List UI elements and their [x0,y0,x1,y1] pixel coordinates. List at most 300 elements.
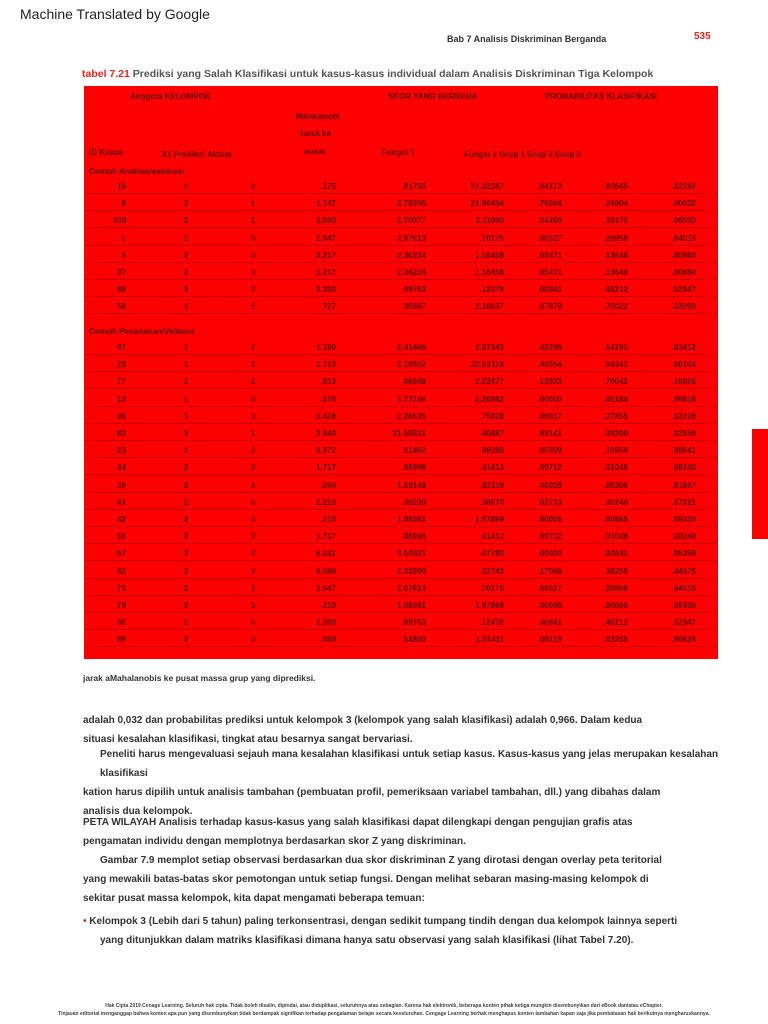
cell-actual: 2 [183,618,189,628]
cell-prob-group-2: .04641 [603,549,628,559]
cell-function-2: 1.97869 [475,601,504,610]
cell-actual: 2 [183,549,189,559]
paragraph-3-line: pengamatan individu dengan memplotnya berdasarkan skor Z yang diskriminan. [83,836,466,847]
cell-function-1: 2.41466 [397,343,426,352]
row-divider [84,543,718,544]
cell-mahalanobis: .694 [320,480,336,490]
cell-prob-group-3: .02659 [671,429,696,438]
cell-actual: 2 [183,268,189,277]
cell-prob-group-2: .38259 [603,566,628,576]
cell-prob-group-2: .13646 [603,268,628,277]
cell-prob-group-3: .06550 [671,216,696,226]
side-tab-marker [752,429,768,539]
cell-prob-group-2: .13646 [603,250,628,260]
cell-function-1: .99763 [401,618,426,628]
cell-actual: 2 [183,497,189,507]
cell-mahalanobis: .210 [320,601,336,610]
cell-function-2: 1.16458 [475,268,504,277]
cell-predicted: 3 [250,446,256,456]
cell-case-id: 23 [117,446,126,456]
cell-function-1: .06668 [401,377,426,387]
row-divider [84,262,718,263]
cell-prob-group-1: .75064 [537,199,562,209]
cell-case-id: 88 [117,285,126,295]
cell-actual: 2 [183,233,189,243]
cell-actual: 1 [183,343,189,352]
cell-function-2: 2.16637 [475,302,504,312]
cell-function-2: 1.16458 [475,250,504,260]
cell-function-2: 21.96454 [470,199,504,209]
cell-prob-group-3: .52947 [671,285,696,295]
cell-mahalanobis: .813 [320,377,336,387]
cell-function-1: 1.08081 [397,601,426,610]
cell-prob-group-1: .00712 [537,463,562,473]
table-caption-title: Prediksi yang Salah Klasifikasi untuk kasus-kasus individual dalam Analisis Diskriminan Tiga Kelompok [132,68,654,80]
cell-predicted: 3 [250,250,256,260]
cell-prob-group-1: .00006 [537,515,562,524]
cell-predicted: 2 [250,343,256,352]
cell-function-2: 21.32387 [470,182,504,191]
cell-actual: 1 [183,182,189,191]
header-x1: X1 Prediksi Aktual [162,150,232,159]
cell-mahalanobis: 2.947 [315,233,336,243]
cell-function-2: .12476 [479,618,504,628]
cell-prob-group-3: .99330 [671,601,696,610]
cell-function-1: 1.08081 [397,515,426,524]
cell-actual: 1 [183,411,189,421]
header-mahal-2: Jarak ke [299,129,332,138]
paragraph-4-line: Gambar 7.9 memplot setiap observasi berdasarkan dua skor diskriminan Z yang dirotasi dengan overlay peta teritorial [100,855,662,866]
cell-prob-group-2: .00184 [603,394,628,404]
header-classification-probability: PROBABILITAS KLASIFIKASI [545,92,657,101]
cell-prob-group-2: .28958 [603,583,628,593]
bullet-marker: • [83,916,87,927]
misclassification-table [84,86,718,659]
cell-mahalanobis: .689 [320,635,336,645]
cell-mahalanobis: 3.217 [315,250,336,260]
cell-case-id: 37 [117,268,126,277]
cell-function-2: .82119 [479,480,504,490]
cell-prob-group-1: .40554 [537,360,562,370]
footer-copyright-1: Hak Cipta 2019 Cenage Learning. Seluruh hak cipta. Tidak boleh disalin, dipindai, atau diduplikasi, seluruhnya atau sebagian. Karena hak elektronik, beberapa konten pihak ketiga mungkin disembunyikan dari eBook dan/atau eChapter. [105,1003,663,1009]
cell-prob-group-3: .99816 [671,394,696,404]
cell-actual: 2 [183,601,189,610]
cell-mahalanobis: 3.217 [315,268,336,277]
cell-prob-group-1: .13933 [537,377,562,387]
cell-prob-group-1: .04173 [537,182,562,191]
row-divider [84,578,718,579]
cell-case-id: 97 [117,343,126,352]
cell-prob-group-1: .05471 [537,250,562,260]
section-holdout-sample: Contoh Penahanan/Validasi [89,327,194,336]
cell-prob-group-1: .05471 [537,268,562,277]
cell-mahalanobis: .175 [320,182,336,191]
header-mahal-3: pusat [304,147,326,156]
cell-prob-group-2: .31048 [603,463,628,473]
cell-prob-group-3: .52947 [671,618,696,628]
paragraph-2-line: Peneliti harus mengevaluasi sejauh mana kesalahan klasifikasi untuk setiap kasus. Kasus-kasus yang jelas merupakan kesalahan klasifikasi [100,749,719,779]
cell-predicted: 3 [250,411,256,421]
cell-actual: 2 [183,285,189,295]
cell-prob-group-2: .70042 [603,377,628,387]
cell-prob-group-3: .68240 [671,463,696,473]
cell-prob-group-2: .08306 [603,480,628,490]
cell-prob-group-3: .64515 [671,233,696,243]
cell-function-2: 2.57343 [475,343,504,352]
header-function-2-groups: Fungsi 2 Grup 1 Grup 2 Grup 3 [464,150,581,159]
bullet-line [83,912,677,931]
cell-predicted: 2 [250,302,256,312]
cell-function-1: 2.36224 [397,268,426,277]
cell-prob-group-2: .39170 [603,216,628,226]
table-footnote: jarak aMahalanobis ke pusat massa grup yang diprediksi. [83,673,316,683]
cell-case-id: 8 [121,199,126,209]
footer-copyright-2: Tinjauan editorial menganggap bahwa konten apa pun yang disembunyikan tidak berdampak signifikan terhadap pengalaman belajar secara keseluruhan. Cengage Learning berhak menghapus konten tambahan kapan saja jika pembatasan hak berikutnya mengharuskannya. [58,1011,710,1017]
cell-prob-group-3: .67021 [671,497,696,507]
cell-case-id: 13 [117,394,126,404]
paragraph-3-line: PETA WILAYAH Analisis terhadap kasus-kasus yang salah klasifikasi dapat dilengkapi dengan pengujian grafis atas [83,817,633,828]
cell-function-1: 2.32890 [397,566,426,576]
cell-case-id: 10 [117,182,126,191]
cell-case-id: 5 [121,250,126,260]
row-divider [84,227,718,228]
cell-actual: 1 [183,394,189,404]
cell-function-1: 21.58531 [392,429,426,438]
cell-predicted: 3 [250,515,256,524]
row-divider [84,210,718,211]
header-function-1: Fungsi 1 [382,148,415,157]
cell-mahalanobis: 2.947 [315,583,336,593]
row-divider [84,560,718,561]
cell-function-2: .75928 [479,411,504,421]
cell-prob-group-1: .06527 [537,233,562,243]
cell-mahalanobis: 2.820 [315,216,336,226]
table-caption-label: tabel 7.21 [82,68,130,80]
cell-case-id: 78 [117,601,126,610]
cell-prob-group-1: .00399 [537,446,562,456]
cell-function-1: .61462 [401,446,426,456]
cell-predicted: 3 [250,463,256,473]
row-divider [84,371,718,372]
cell-predicted: 3 [250,601,256,610]
cell-predicted: 3 [250,618,256,628]
cell-prob-group-3: .88641 [671,446,696,456]
cell-function-2: .41413 [479,463,504,473]
row-divider [84,595,718,596]
cell-mahalanobis: 1.717 [315,532,336,542]
cell-case-id: 55 [117,532,126,542]
cell-actual: 2 [183,216,189,226]
header-discriminant-scores: SKOR YANG BERBEDA [388,92,478,101]
cell-prob-group-2: .93645 [603,182,628,191]
cell-prob-group-1: .02733 [537,497,562,507]
cell-prob-group-2: .08200 [603,429,628,438]
cell-function-2: 2.22477 [475,377,504,387]
cell-prob-group-3: .95359 [671,549,696,559]
cell-prob-group-2: .54291 [603,343,628,352]
cell-predicted: 3 [250,583,256,593]
cell-predicted: 1 [250,429,256,438]
cell-prob-group-1: .00028 [537,480,562,490]
cell-mahalanobis: 1.747 [315,199,336,209]
page-number: 535 [694,31,711,42]
cell-predicted: 3 [250,394,256,404]
paragraph-2-line: analisis dua kelompok. [83,806,193,817]
paragraph-4-line: sekitar pusat massa kelompok, kita dapat mengamati beberapa temuan: [83,893,425,904]
row-divider [84,279,718,280]
row-divider [84,474,718,475]
cell-actual: 2 [183,463,189,473]
cell-predicted: 3 [250,233,256,243]
cell-prob-group-3: .22099 [671,302,696,312]
cell-predicted: 3 [250,480,256,490]
cell-case-id: 89 [117,635,126,645]
cell-function-2: .41413 [479,532,504,542]
cell-function-1: 2.36224 [397,250,426,260]
cell-function-1: .81755 [401,182,426,191]
cell-prob-group-2: .31048 [603,532,628,542]
machine-translated-banner: Machine Translated by Google [20,6,210,22]
row-divider [84,354,718,355]
row-divider [84,509,718,510]
header-case-id: ID Kasus [89,148,124,157]
cell-prob-group-3: .00032 [671,199,696,209]
cell-prob-group-2: .28958 [603,233,628,243]
bullet-item [83,912,677,950]
section-analysis-sample: Contoh Analisis/estimasi [89,167,184,176]
cell-prob-group-1: .07879 [537,302,562,312]
cell-case-id: 96 [117,411,126,421]
cell-prob-group-1: .17066 [537,566,562,576]
paragraph-3 [83,813,633,851]
cell-predicted: 3 [250,566,256,576]
cell-actual: 3 [183,302,189,312]
paragraph-1-line: adalah 0,032 dan probabilitas prediksi untuk kelompok 3 (kelompok yang salah klasifikasi) adalah 0,966. Dalam kedua [83,715,643,726]
row-divider [84,193,718,194]
cell-function-1: .30687 [401,302,426,312]
cell-case-id: 42 [117,515,126,524]
cell-prob-group-2: .10959 [603,446,628,456]
cell-mahalanobis: 2.390 [315,285,336,295]
cell-prob-group-2: .24904 [603,199,628,209]
cell-function-1: .86996 [401,463,426,473]
cell-mahalanobis: .576 [320,394,336,404]
cell-mahalanobis: 1.717 [315,463,336,473]
cell-actual: 2 [183,250,189,260]
bullet-line: yang ditunjukkan dalam matriks klasifikasi dimana hanya satu observasi yang salah klasifikasi (lihat Tabel 7.20). [100,935,634,946]
paragraph-1-line: situasi kesalahan klasifikasi, tingkat atau besarnya sangat bervariasi. [83,734,413,745]
cell-predicted: 3 [250,549,256,559]
cell-prob-group-3: .64515 [671,583,696,593]
paragraph-4-line: yang mewakili batas-batas skor pemotongan untuk setiap fungsi. Dengan melihat sebaran masing-masing kelompok di [83,874,649,885]
bullet-text: Kelompok 3 (Lebih dari 5 tahun) paling terkonsentrasi, dengan sedikit tumpang tindih dengan dua kelompok lainnya seperti [89,916,678,927]
row-divider [84,406,718,407]
cell-case-id: 57 [117,549,126,559]
cell-predicted: 2 [250,360,256,370]
cell-prob-group-1: .00841 [537,618,562,628]
row-divider [84,612,718,613]
cell-function-2: .99288 [479,446,504,456]
cell-mahalanobis: .210 [320,515,336,524]
cell-predicted: 1 [250,199,256,209]
cell-function-1: .99763 [401,285,426,295]
cell-function-1: 1.59148 [397,480,426,490]
cell-predicted: 3 [250,268,256,277]
cell-mahalanobis: 1.723 [315,360,336,370]
row-divider [84,388,718,389]
row-divider [84,440,718,441]
cell-case-id: 1 [121,233,126,243]
cell-actual: 2 [183,566,189,576]
row-divider [84,245,718,246]
cell-prob-group-3: .00104 [671,360,696,370]
cell-prob-group-2: .70022 [603,302,628,312]
cell-actual: 2 [183,480,189,490]
cell-prob-group-3: .99330 [671,515,696,524]
cell-prob-group-3: .16025 [671,377,696,387]
cell-actual: 2 [183,429,189,438]
paragraph-2 [83,745,768,821]
cell-function-2: 1.97869 [475,515,504,524]
cell-predicted: 3 [250,285,256,295]
cell-prob-group-3: .80884 [671,250,696,260]
paragraph-2-line: kation harus dipilih untuk analisis tambahan (pembuatan profil, pemeriksaan variabel tambahan, dll.) yang dibahas dalam [83,787,661,798]
row-divider [84,492,718,493]
cell-function-1: 2.18552 [397,360,426,370]
cell-mahalanobis: 3.428 [315,411,336,421]
cell-predicted: 2 [250,377,256,387]
cell-case-id: 83 [117,429,126,438]
cell-prob-group-1: .00000 [537,549,562,559]
cell-prob-group-3: .80884 [671,268,696,277]
row-divider [84,629,718,630]
cell-prob-group-2: .00665 [603,601,628,610]
cell-function-1: .30230 [401,497,426,507]
row-divider [84,526,718,527]
cell-prob-group-2: .30246 [603,497,628,507]
cell-prob-group-2: .59341 [603,360,628,370]
cell-prob-group-1: .00000 [537,394,562,404]
cell-case-id: 25 [117,360,126,370]
cell-function-2: 2.11060 [475,216,504,226]
cell-actual: 2 [183,515,189,524]
cell-prob-group-1: .00712 [537,532,562,542]
paragraph-4 [83,851,662,908]
header-group-membership: Anggota KELOMPOK [130,92,211,101]
cell-prob-group-1: .89141 [537,429,562,438]
row-divider [84,457,718,458]
cell-prob-group-3: .02182 [671,182,696,191]
cell-function-1: 2.78395 [397,199,426,209]
row-divider [84,646,718,647]
cell-mahalanobis: 4.088 [315,566,336,576]
cell-case-id: 75 [117,583,126,593]
cell-mahalanobis: 2.220 [315,497,336,507]
cell-prob-group-3: .91667 [671,480,696,490]
cell-prob-group-1: .00841 [537,285,562,295]
cell-case-id: 34 [117,463,126,473]
cell-case-id: 85 [117,618,126,628]
cell-function-2: .70175 [479,583,504,593]
cell-function-2: .40887 [479,429,504,438]
cell-prob-group-3: .96625 [671,635,696,645]
cell-prob-group-1: .54280 [537,216,562,226]
cell-case-id: 77 [117,377,126,387]
row-divider [84,313,718,314]
cell-prob-group-2: .46212 [603,285,628,295]
cell-prob-group-2: .03255 [603,635,628,645]
cell-case-id: 100 [112,216,126,226]
row-divider [84,423,718,424]
cell-mahalanobis: 1.180 [315,343,336,352]
cell-mahalanobis: 2.940 [315,429,336,438]
header-mahal-1: Mahalanobi [296,112,341,121]
cell-function-2: .70175 [479,233,504,243]
cell-prob-group-1: .00119 [537,635,562,645]
cell-function-2: 22.02118 [471,360,504,370]
cell-case-id: 58 [117,302,126,312]
cell-function-2: .47780 [479,549,504,559]
cell-predicted: 2 [250,182,256,191]
cell-case-id: 39 [117,480,126,490]
cell-actual: 2 [183,583,189,593]
cell-prob-group-3: .62228 [671,411,696,421]
cell-actual: 1 [183,360,189,370]
cell-prob-group-2: .00665 [603,515,628,524]
cell-mahalanobis: 2.390 [315,618,336,628]
cell-actual: 2 [183,532,189,542]
row-divider [84,296,718,297]
cell-actual: 1 [183,377,189,387]
cell-prob-group-2: .27855 [603,411,628,421]
cell-prob-group-1: .09917 [537,411,562,421]
cell-actual: 2 [183,446,189,456]
cell-actual: 2 [183,199,189,209]
cell-function-1: .54850 [401,635,426,645]
running-header: Bab 7 Analisis Diskriminan Berganda [447,34,607,44]
cell-function-2: .12476 [479,285,504,295]
paragraph-1 [83,711,642,749]
table-caption [82,68,653,80]
cell-function-2: .58670 [479,497,504,507]
cell-function-1: 3.54521 [397,549,426,559]
cell-prob-group-3: .68240 [671,532,696,542]
cell-case-id: 41 [117,497,126,507]
cell-prob-group-3: .44675 [671,566,696,576]
cell-function-1: 2.26535 [397,411,426,421]
cell-mahalanobis: .727 [320,302,336,312]
cell-predicted: 3 [250,497,256,507]
cell-function-2: 1.51411 [475,635,504,645]
cell-case-id: 62 [117,566,126,576]
cell-function-1: 1.77156 [397,394,426,404]
cell-prob-group-3: .03412 [671,343,696,352]
cell-function-1: 2.07613 [397,583,426,593]
cell-mahalanobis: 0.972 [315,446,336,456]
cell-mahalanobis: 6.041 [315,549,336,559]
cell-actual: 2 [183,635,189,645]
cell-prob-group-2: .46212 [603,618,628,628]
cell-prob-group-1: .06527 [537,583,562,593]
cell-function-2: 2.26982 [475,394,504,404]
cell-prob-group-1: .42296 [537,343,562,352]
cell-predicted: 1 [250,216,256,226]
cell-function-1: 2.07613 [397,233,426,243]
cell-predicted: 3 [250,635,256,645]
cell-function-1: .86996 [401,532,426,542]
cell-prob-group-1: .00006 [537,601,562,610]
cell-function-1: 2.70077 [397,216,426,226]
